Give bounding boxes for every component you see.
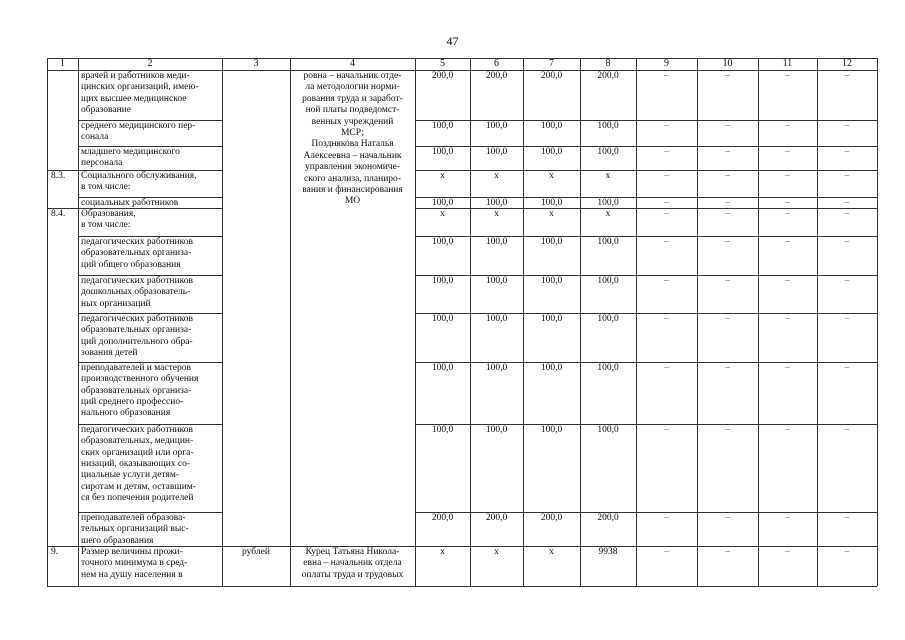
- column-header-10: 10: [722, 58, 733, 69]
- row-number: 8.4.: [51, 209, 66, 219]
- row-label-line: ций дополнительного обра-: [81, 336, 193, 347]
- empty-value-cell: –: [664, 121, 669, 131]
- empty-value-cell: –: [785, 121, 790, 131]
- table-grid-line: [47, 586, 877, 587]
- row-label-line: Социального обслуживания,: [81, 171, 197, 181]
- empty-value-cell: –: [725, 147, 730, 157]
- row-label-line: шего образования: [81, 535, 154, 546]
- empty-value-cell: –: [664, 171, 669, 181]
- column-header-8: 8: [605, 58, 611, 69]
- value-cell: 100,0: [431, 198, 454, 208]
- row-number: 8.3.: [51, 171, 66, 181]
- empty-value-cell: –: [785, 209, 790, 219]
- responsible-line: Позднякова Наталья: [311, 139, 394, 150]
- row-label-line: ся без попечения родителей: [81, 492, 194, 503]
- row-label-line: образование: [81, 104, 131, 115]
- row-label-line: врачей и работников меди-: [81, 71, 190, 81]
- row-label-line: преподавателей образова-: [81, 513, 186, 523]
- value-cell: 100,0: [485, 147, 508, 157]
- value-cell: x: [440, 547, 445, 557]
- value-cell: 100,0: [540, 363, 563, 373]
- empty-value-cell: –: [725, 547, 730, 557]
- value-cell: x: [494, 171, 499, 181]
- value-cell: 100,0: [431, 314, 454, 324]
- row-label-line: педагогических работников: [81, 276, 194, 286]
- empty-value-cell: –: [844, 71, 850, 81]
- value-cell: x: [494, 547, 499, 557]
- value-cell: 100,0: [597, 425, 619, 435]
- row-label-line: тельных организаций выс-: [81, 524, 189, 535]
- row-label-line: младшего медицинского: [81, 147, 180, 157]
- responsible-line: управления экономиче-: [305, 162, 400, 173]
- empty-value-cell: –: [664, 363, 669, 373]
- empty-value-cell: –: [725, 513, 730, 523]
- value-cell: x: [549, 547, 554, 557]
- row-label-line: щих высшее медицинское: [81, 93, 187, 104]
- empty-value-cell: –: [785, 276, 790, 286]
- empty-value-cell: –: [844, 171, 850, 181]
- empty-value-cell: –: [725, 363, 730, 373]
- value-cell: 100,0: [597, 147, 619, 157]
- empty-value-cell: –: [785, 314, 790, 324]
- row-label-line: педагогических работников: [81, 237, 194, 247]
- value-cell: 100,0: [540, 314, 563, 324]
- value-cell: 100,0: [540, 198, 563, 208]
- row-label-line: зования детей: [81, 347, 138, 358]
- value-cell: 100,0: [597, 121, 619, 131]
- value-cell: 100,0: [431, 276, 454, 286]
- row-label-line: низаций, оказывающих со-: [81, 458, 191, 469]
- value-cell: 200,0: [485, 513, 508, 523]
- column-header-9: 9: [664, 58, 669, 69]
- empty-value-cell: –: [664, 198, 669, 208]
- empty-value-cell: –: [725, 198, 730, 208]
- empty-value-cell: –: [725, 121, 730, 131]
- value-cell: 200,0: [540, 71, 563, 81]
- row-label-line: преподавателей и мастеров: [81, 363, 191, 373]
- row-label-line: точного минимума в сред-: [81, 558, 188, 569]
- empty-value-cell: –: [725, 71, 730, 81]
- row-label-line: циальные услуги детям-: [81, 470, 180, 481]
- empty-value-cell: –: [844, 209, 850, 219]
- responsible-line: ной платы подведомст-: [305, 105, 400, 116]
- row-label-line: образовательных, медицин-: [81, 436, 194, 447]
- responsible-line: оплаты труда и трудовых: [301, 569, 404, 580]
- responsible-line: Алексеевна – начальник: [303, 150, 402, 161]
- table-grid-line: [47, 58, 48, 586]
- column-header-12: 12: [842, 58, 852, 69]
- empty-value-cell: –: [844, 198, 850, 208]
- row-label-line: дошкольных образователь-: [81, 287, 191, 298]
- value-cell: x: [440, 171, 445, 181]
- value-cell: 100,0: [597, 198, 619, 208]
- responsible-line: МСР;: [340, 128, 365, 138]
- row-label-line: ских организаций или орга-: [81, 447, 194, 458]
- empty-value-cell: –: [725, 209, 730, 219]
- row-label-line: образовательных организа-: [81, 385, 192, 396]
- table-grid-line: [222, 58, 223, 586]
- value-cell: 100,0: [540, 237, 563, 247]
- value-cell: 200,0: [431, 71, 454, 81]
- table-grid-line: [78, 58, 79, 586]
- value-cell: x: [549, 209, 554, 219]
- value-cell: 100,0: [597, 363, 619, 373]
- column-header-11: 11: [782, 58, 793, 69]
- value-cell: 100,0: [540, 425, 563, 435]
- value-cell: 100,0: [485, 237, 508, 247]
- column-header-7: 7: [549, 58, 554, 69]
- empty-value-cell: –: [725, 237, 730, 247]
- column-header-1: 1: [60, 58, 65, 69]
- value-cell: 100,0: [597, 237, 619, 247]
- column-header-6: 6: [494, 58, 499, 69]
- responsible-line: вания и финансирования: [302, 185, 403, 195]
- responsible-line: МО: [344, 196, 361, 207]
- empty-value-cell: –: [844, 547, 850, 557]
- row-label-line: ций среднего профессио-: [81, 396, 184, 407]
- value-cell: 9938: [598, 547, 618, 557]
- value-cell: x: [605, 209, 611, 219]
- row-label-line: среднего медицинского пер-: [81, 121, 196, 131]
- column-header-4: 4: [350, 58, 355, 69]
- value-cell: x: [440, 209, 445, 219]
- empty-value-cell: –: [785, 198, 790, 208]
- row-label-line: нального образования: [81, 408, 171, 419]
- responsible-line: Курец Татьяна Никола-: [305, 547, 400, 557]
- table-grid-line: [877, 58, 878, 586]
- value-cell: 100,0: [540, 121, 563, 131]
- empty-value-cell: –: [785, 363, 790, 373]
- value-cell: 100,0: [431, 363, 454, 373]
- responsible-line: ского анализа, планиро-: [304, 173, 401, 184]
- empty-value-cell: –: [664, 209, 669, 219]
- column-header-3: 3: [253, 58, 259, 69]
- value-cell: 200,0: [597, 513, 619, 523]
- value-cell: 100,0: [485, 121, 508, 131]
- empty-value-cell: –: [664, 547, 669, 557]
- empty-value-cell: –: [664, 71, 669, 81]
- row-label-line: цинских организаций, имею-: [81, 82, 199, 93]
- value-cell: 100,0: [431, 425, 454, 435]
- empty-value-cell: –: [844, 121, 850, 131]
- value-cell: x: [494, 209, 499, 219]
- page-number: 47: [446, 34, 459, 48]
- empty-value-cell: –: [664, 237, 669, 247]
- empty-value-cell: –: [785, 237, 790, 247]
- empty-value-cell: –: [844, 363, 850, 373]
- row-label-line: сонала: [81, 132, 109, 143]
- value-cell: 100,0: [597, 314, 619, 324]
- value-cell: 100,0: [540, 147, 563, 157]
- value-cell: 100,0: [431, 237, 454, 247]
- row-label-line: в том числе:: [81, 220, 131, 231]
- value-cell: 200,0: [431, 513, 454, 523]
- row-label-line: производственного обучения: [81, 374, 199, 385]
- empty-value-cell: –: [725, 276, 730, 286]
- empty-value-cell: –: [785, 71, 790, 81]
- value-cell: 100,0: [431, 147, 454, 157]
- empty-value-cell: –: [844, 147, 850, 157]
- row-label-line: педагогических работников: [81, 425, 194, 435]
- row-number: 9.: [51, 547, 59, 557]
- responsible-line: евна – начальник отдела: [303, 558, 402, 569]
- value-cell: 100,0: [485, 425, 508, 435]
- empty-value-cell: –: [785, 513, 790, 523]
- value-cell: 200,0: [485, 71, 508, 81]
- empty-value-cell: –: [664, 147, 669, 157]
- row-label-line: педагогических работников: [81, 314, 194, 324]
- responsible-line: ровна – начальник отде-: [303, 71, 402, 81]
- row-label-line: в том числе:: [81, 182, 131, 193]
- value-cell: 100,0: [485, 198, 508, 208]
- row-label-line: ных организаций: [81, 298, 151, 309]
- responsible-line: рования труда и заработ-: [302, 93, 403, 104]
- value-cell: 200,0: [540, 513, 563, 523]
- value-cell: 100,0: [485, 276, 508, 286]
- empty-value-cell: –: [844, 276, 850, 286]
- row-label-line: нем на душу населения в: [81, 569, 183, 580]
- column-header-2: 2: [147, 58, 153, 69]
- value-cell: 100,0: [485, 363, 508, 373]
- value-cell: x: [549, 171, 554, 181]
- unit-cell: рублей: [242, 547, 270, 557]
- empty-value-cell: –: [725, 171, 730, 181]
- empty-value-cell: –: [664, 425, 669, 435]
- row-label-line: социальных работников: [81, 198, 179, 208]
- row-label-line: образовательных организа-: [81, 325, 192, 336]
- empty-value-cell: –: [664, 276, 669, 286]
- responsible-line: ла методологии норми-: [305, 82, 400, 93]
- column-header-5: 5: [440, 58, 445, 69]
- empty-value-cell: –: [844, 425, 850, 435]
- empty-value-cell: –: [844, 314, 850, 324]
- empty-value-cell: –: [725, 425, 730, 435]
- empty-value-cell: –: [725, 314, 730, 324]
- value-cell: 100,0: [597, 276, 619, 286]
- empty-value-cell: –: [785, 547, 790, 557]
- empty-value-cell: –: [844, 237, 850, 247]
- row-label-line: ций общего образования: [81, 259, 181, 270]
- value-cell: 100,0: [431, 121, 454, 131]
- row-label-line: Размер величины прожи-: [81, 547, 183, 557]
- empty-value-cell: –: [785, 171, 790, 181]
- value-cell: 100,0: [485, 314, 508, 324]
- value-cell: x: [605, 171, 611, 181]
- responsible-line: венных учреждений: [311, 116, 394, 127]
- empty-value-cell: –: [785, 425, 790, 435]
- value-cell: 100,0: [540, 276, 563, 286]
- row-label-line: образовательных организа-: [81, 248, 192, 259]
- empty-value-cell: –: [664, 513, 669, 523]
- empty-value-cell: –: [844, 513, 850, 523]
- row-label-line: сиротам и детям, оставшим-: [81, 481, 196, 492]
- value-cell: 200,0: [597, 71, 619, 81]
- empty-value-cell: –: [664, 314, 669, 324]
- empty-value-cell: –: [785, 147, 790, 157]
- row-label-line: персонала: [81, 158, 123, 169]
- row-label-line: Образования,: [81, 209, 136, 219]
